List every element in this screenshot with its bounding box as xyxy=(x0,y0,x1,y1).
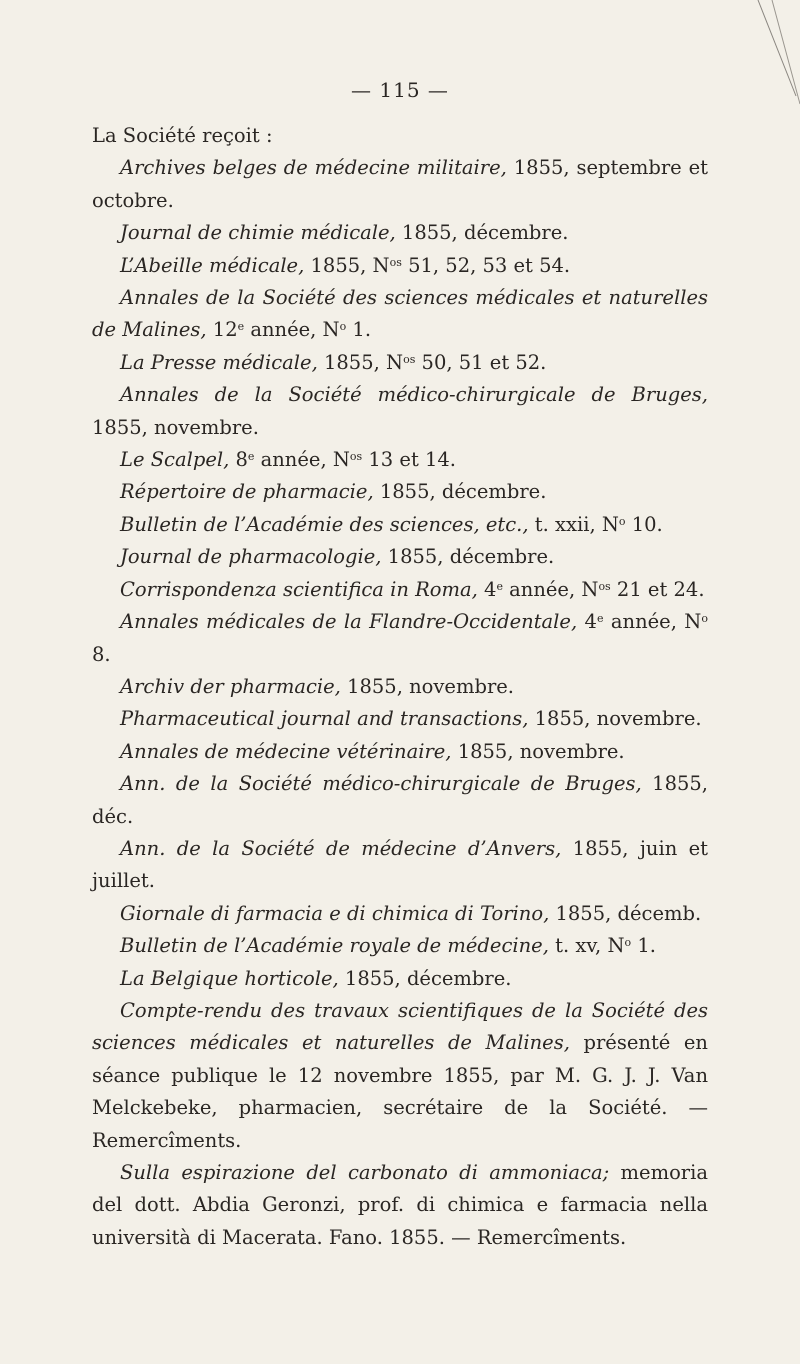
entry-title: Répertoire de pharmacie, xyxy=(120,480,374,504)
entry-details: 1855, novembre. xyxy=(451,739,625,763)
entry-details: 1. xyxy=(631,934,656,958)
list-item xyxy=(92,152,708,217)
entry-details: t. xv, N xyxy=(548,934,625,958)
entry-details: 51, 52, 53 et 54. xyxy=(401,253,571,277)
entry-title: L’Abeille médicale, xyxy=(120,253,305,277)
entry-details: présenté en séance publique le 12 novembre 1855, par M. G. J. J. Van Melckebeke, pharmacien, secrétaire de la Société. — Remercîments. xyxy=(92,1031,708,1152)
entry-title: Archives belges de médecine militaire, xyxy=(120,156,507,180)
list-item xyxy=(92,930,708,962)
entry-title: Journal de chimie médicale, xyxy=(120,221,396,245)
entry-title: Sulla espirazione del carbonato di ammoniaca; xyxy=(120,1161,610,1184)
entry-details: 13 et 14. xyxy=(362,448,456,472)
list-item xyxy=(92,217,708,249)
superscript: o xyxy=(701,612,708,626)
entry-title: Compte-rendu des travaux scientifiques de la Société des sciences médicales et naturelles de Malines, xyxy=(92,998,708,1055)
entry-title: Annales médicales de la Flandre-Occidentale, xyxy=(120,610,578,634)
list-item xyxy=(92,898,708,930)
entry-title: Corrispondenza scientifica in Roma, xyxy=(120,577,478,601)
list-item xyxy=(92,347,708,379)
entry-details: 8. xyxy=(92,642,111,666)
entry-details: 1. xyxy=(346,318,372,342)
entry-details: 12 xyxy=(206,318,238,342)
entry-title: Journal de pharmacologie, xyxy=(120,545,382,569)
entry-details: 1855, novembre. xyxy=(528,707,702,731)
list-item xyxy=(92,833,708,898)
entry-details: 21 et 24. xyxy=(610,577,705,601)
list-item xyxy=(92,282,708,347)
entry-details: 1855, novembre. xyxy=(340,674,515,698)
list-item xyxy=(92,379,708,444)
entry-details: 1855, décemb. xyxy=(549,901,702,925)
entry-title: Ann. de la Société de médecine d’Anvers, xyxy=(120,836,562,860)
entry-details: 4 xyxy=(577,610,597,634)
list-item xyxy=(92,250,708,282)
entry-title: La Presse médicale, xyxy=(120,350,318,374)
entry-details: 1855, septembre et octobre. xyxy=(92,156,708,212)
entry-details: 4 xyxy=(477,577,497,601)
list-item xyxy=(92,509,708,541)
entry-details: t. xxii, N xyxy=(528,512,619,536)
entry-details: 1855, juin et juillet. xyxy=(92,836,708,893)
list-item xyxy=(92,606,708,671)
list-item xyxy=(92,671,708,703)
superscript: o xyxy=(618,514,626,528)
entry-title: Giornale di farmacia e di chimica di Torino, xyxy=(120,901,550,925)
superscript: os xyxy=(389,255,402,269)
list-item xyxy=(92,703,708,735)
entry-title: Pharmaceutical journal and transactions, xyxy=(120,707,529,731)
entry-details: année, N xyxy=(254,448,350,472)
entry-details: 1855, N xyxy=(304,253,390,277)
list-item xyxy=(92,476,708,508)
entry-title: Annales de la Société des sciences médicales et naturelles de Malines, xyxy=(92,286,708,342)
entry-details: 1855, décembre. xyxy=(373,480,547,504)
list-item xyxy=(92,736,708,768)
list-item xyxy=(92,541,708,573)
entry-details: année, N xyxy=(502,577,599,601)
superscript: e xyxy=(247,450,255,464)
entry-title: Le Scalpel, xyxy=(120,448,230,472)
entry-details: année, N xyxy=(244,318,340,342)
superscript: o xyxy=(339,320,347,334)
list-item xyxy=(92,574,708,606)
entry-title: Archiv der pharmacie, xyxy=(120,674,341,698)
list-item xyxy=(92,1157,708,1254)
superscript: o xyxy=(624,936,632,950)
entry-title: Ann. de la Société médico-chirurgicale de Bruges, xyxy=(120,772,642,796)
entry-details: 1855, décembre. xyxy=(395,221,569,245)
page-body xyxy=(92,120,708,1254)
list-item xyxy=(92,963,708,995)
entry-title: Annales de la Société médico-chirurgicale de Bruges, xyxy=(120,383,708,407)
superscript: e xyxy=(496,579,503,593)
entry-title: La Belgique horticole, xyxy=(120,966,339,990)
superscript: os xyxy=(403,352,416,366)
entry-details: 1855, décembre. xyxy=(381,545,555,569)
entry-details: 50, 51 et 52. xyxy=(415,350,547,374)
entry-title: Bulletin de l’Académie des sciences, etc., xyxy=(120,512,529,536)
intro-line: La Société reçoit : xyxy=(92,124,273,147)
list-item xyxy=(92,768,708,833)
superscript: e xyxy=(596,612,604,626)
list-item xyxy=(92,444,708,476)
list-item xyxy=(92,995,708,1157)
entry-details: 1855, décembre. xyxy=(338,966,512,990)
entry-details: 10. xyxy=(625,512,663,536)
entry-title: Annales de médecine vétérinaire, xyxy=(120,739,452,763)
entry-details: 8 xyxy=(229,448,248,472)
superscript: os xyxy=(349,450,363,464)
entry-title: Bulletin de l’Académie royale de médecine, xyxy=(120,934,549,958)
superscript: e xyxy=(237,320,245,334)
entry-details: 1855, novembre. xyxy=(92,415,259,439)
entry-details: année, N xyxy=(603,610,702,634)
entry-details: memoria del dott. Abdia Geronzi, prof. di chimica e farmacia nella università di Macerata. Fano. 1855. — Remercîments. xyxy=(92,1161,708,1249)
entry-details: 1855, déc. xyxy=(92,772,708,828)
page-number: — 115 — xyxy=(351,78,449,102)
entry-details: 1855, N xyxy=(317,350,404,374)
superscript: os xyxy=(598,579,611,593)
